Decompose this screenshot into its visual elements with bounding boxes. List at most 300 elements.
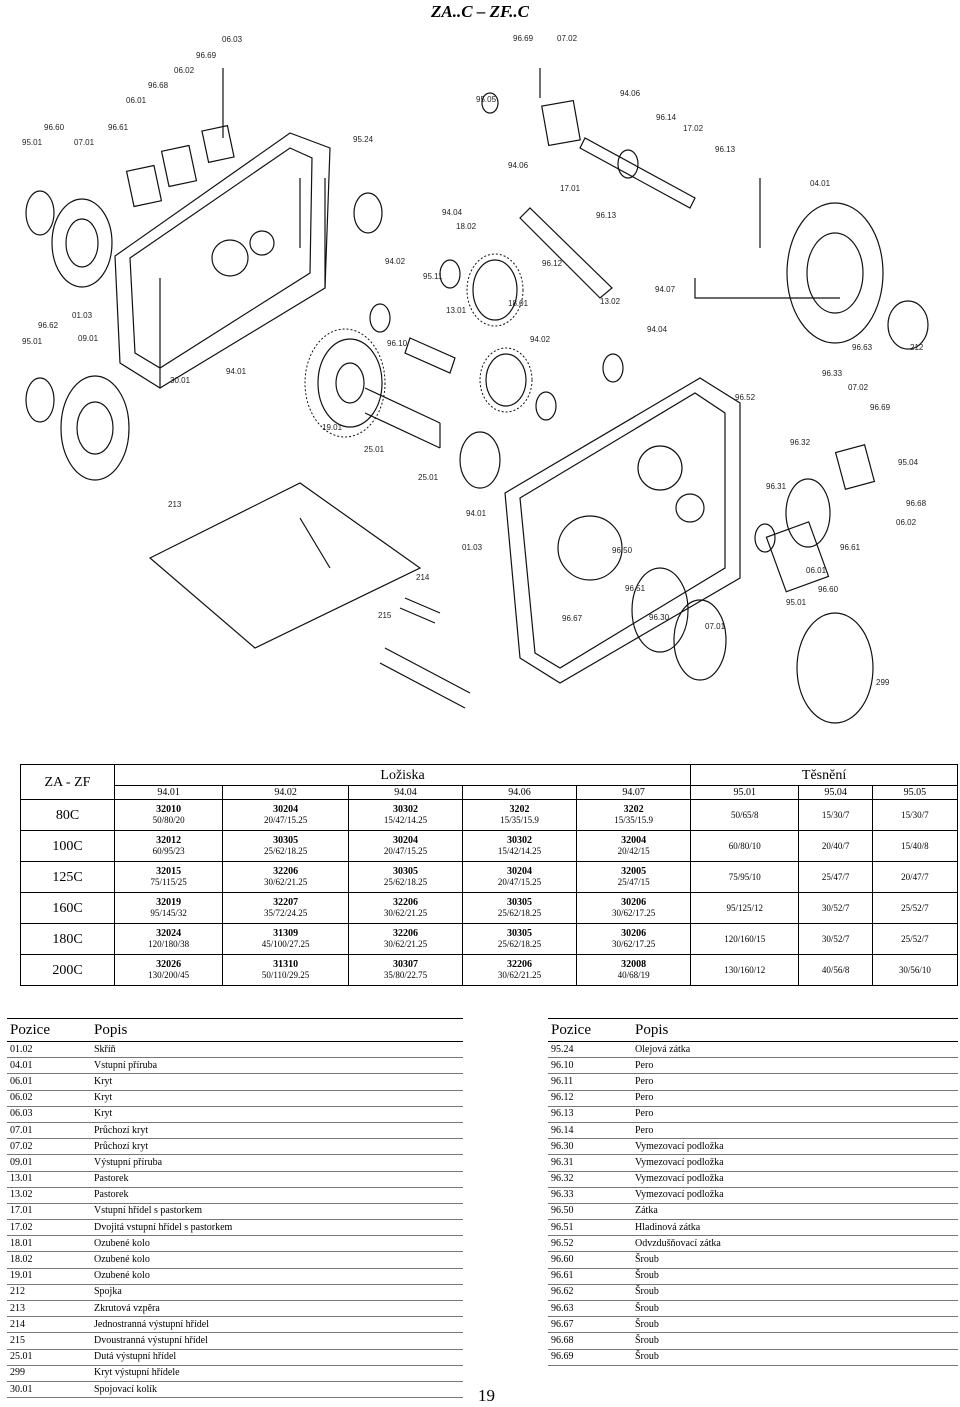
part-description: Pero <box>632 1074 958 1090</box>
model-cell: 80C <box>21 800 115 831</box>
bearing-cell <box>577 800 691 831</box>
part-row <box>7 1122 463 1138</box>
part-position: 96.11 <box>548 1074 632 1090</box>
part-description: Jednostranná výstupní hřídel <box>91 1317 463 1333</box>
bearing-code: 31309 <box>273 928 299 939</box>
bearing-dimensions: 75/115/25 <box>150 877 187 887</box>
bearing-code: 30206 <box>621 897 647 908</box>
part-row <box>7 1106 463 1122</box>
part-position: 13.02 <box>7 1187 91 1203</box>
part-row <box>548 1187 958 1203</box>
part-row <box>7 1187 463 1203</box>
part-row <box>548 1122 958 1138</box>
bearing-code: 32019 <box>156 897 182 908</box>
svg-text:212: 212 <box>910 343 924 352</box>
part-position: 213 <box>7 1301 91 1317</box>
bearing-dimensions: 20/47/15.25 <box>263 815 308 825</box>
svg-text:95.01: 95.01 <box>22 138 43 147</box>
svg-text:94.01: 94.01 <box>466 509 487 518</box>
part-row <box>548 1268 958 1284</box>
bearing-code: 32206 <box>507 959 533 970</box>
bearing-cell <box>462 924 576 955</box>
bearing-code: 31310 <box>273 959 299 970</box>
bearing-code: 30204 <box>392 835 418 846</box>
part-row <box>548 1058 958 1074</box>
svg-text:213: 213 <box>168 500 182 509</box>
bearing-dimensions: 40/68/19 <box>617 970 650 980</box>
part-description: Spojovací kolík <box>91 1381 463 1397</box>
svg-text:09.01: 09.01 <box>78 334 99 343</box>
part-description: Šroub <box>632 1268 958 1284</box>
part-description: Vymezovací podložka <box>632 1139 958 1155</box>
spec-row <box>21 924 958 955</box>
part-row <box>7 1203 463 1219</box>
seal-cell: 15/30/7 <box>872 800 957 831</box>
svg-text:07.01: 07.01 <box>74 138 95 147</box>
part-row <box>7 1317 463 1333</box>
bearing-code: 30302 <box>392 804 418 815</box>
svg-text:95.04: 95.04 <box>898 458 919 467</box>
bearing-cell <box>577 955 691 986</box>
part-position: 96.51 <box>548 1220 632 1236</box>
part-position: 06.01 <box>7 1074 91 1090</box>
bearing-dimensions: 50/110/29.25 <box>261 970 310 980</box>
bearing-code: 3202 <box>623 804 644 815</box>
part-position: 25.01 <box>7 1349 91 1365</box>
position-header: 94.04 <box>348 786 462 800</box>
part-row <box>548 1284 958 1300</box>
part-row <box>548 1252 958 1268</box>
bearing-dimensions: 25/47/15 <box>617 877 650 887</box>
part-position: 30.01 <box>7 1381 91 1397</box>
part-row <box>7 1042 463 1058</box>
position-header: 94.06 <box>462 786 576 800</box>
bearing-cell <box>223 924 349 955</box>
part-description: Kryt výstupní hřídele <box>91 1365 463 1381</box>
part-description: Kryt <box>91 1106 463 1122</box>
position-header: 94.01 <box>115 786 223 800</box>
part-position: 96.60 <box>548 1252 632 1268</box>
svg-text:95.05: 95.05 <box>476 95 497 104</box>
part-position: 13.01 <box>7 1171 91 1187</box>
part-position: 17.01 <box>7 1203 91 1219</box>
seal-cell: 130/160/12 <box>691 955 799 986</box>
bearing-dimensions: 35/80/22.75 <box>383 970 428 980</box>
bearing-cell <box>223 831 349 862</box>
spec-row <box>21 893 958 924</box>
svg-text:94.07: 94.07 <box>655 285 676 294</box>
bearing-code: 30305 <box>507 928 533 939</box>
seal-cell: 25/52/7 <box>872 924 957 955</box>
seal-cell: 30/52/7 <box>799 924 872 955</box>
svg-text:94.01: 94.01 <box>226 367 247 376</box>
part-position: 96.63 <box>548 1301 632 1317</box>
part-description: Pastorek <box>91 1187 463 1203</box>
svg-text:13.02: 13.02 <box>600 297 621 306</box>
svg-text:95.01: 95.01 <box>22 337 43 346</box>
spec-row <box>21 862 958 893</box>
bearing-code: 32206 <box>273 866 299 877</box>
bearing-cell <box>348 862 462 893</box>
position-header: 95.05 <box>872 786 957 800</box>
bearing-dimensions: 120/180/38 <box>148 939 190 949</box>
spec-row <box>21 831 958 862</box>
svg-text:19.01: 19.01 <box>322 423 343 432</box>
svg-text:94.02: 94.02 <box>385 257 406 266</box>
position-header: 94.07 <box>577 786 691 800</box>
bearing-cell <box>115 831 223 862</box>
part-description: Ozubené kolo <box>91 1268 463 1284</box>
position-header: 95.01 <box>691 786 799 800</box>
part-position: 96.14 <box>548 1122 632 1138</box>
bearing-seal-table <box>20 764 958 986</box>
svg-text:18.02: 18.02 <box>456 222 477 231</box>
svg-text:96.61: 96.61 <box>108 123 129 132</box>
part-description: Dvojitá vstupní hřídel s pastorkem <box>91 1220 463 1236</box>
seal-cell: 20/47/7 <box>872 862 957 893</box>
part-row <box>548 1171 958 1187</box>
svg-text:214: 214 <box>416 573 430 582</box>
bearing-code: 32008 <box>621 959 647 970</box>
bearing-code: 32005 <box>621 866 647 877</box>
part-row <box>548 1106 958 1122</box>
description-column-header: Popis <box>91 1019 463 1042</box>
part-position: 212 <box>7 1284 91 1300</box>
part-description: Kryt <box>91 1090 463 1106</box>
bearing-cell <box>348 955 462 986</box>
bearing-code: 30302 <box>507 835 533 846</box>
svg-text:01.03: 01.03 <box>72 311 93 320</box>
part-row <box>548 1349 958 1365</box>
part-description: Šroub <box>632 1333 958 1349</box>
part-position: 96.50 <box>548 1203 632 1219</box>
bearing-cell <box>462 893 576 924</box>
svg-text:25.01: 25.01 <box>364 445 385 454</box>
bearing-dimensions: 25/62/18.25 <box>497 908 542 918</box>
part-description: Odvzdušňovací zátka <box>632 1236 958 1252</box>
part-row <box>7 1284 463 1300</box>
svg-text:96.10: 96.10 <box>387 339 408 348</box>
corner-label: ZA - ZF <box>21 765 115 800</box>
bearing-dimensions: 20/42/15 <box>617 846 650 856</box>
part-position: 96.33 <box>548 1187 632 1203</box>
bearing-code: 32015 <box>156 866 182 877</box>
bearing-dimensions: 20/47/15.25 <box>383 846 428 856</box>
bearing-code: 32010 <box>156 804 182 815</box>
svg-text:96.60: 96.60 <box>818 585 839 594</box>
seal-cell: 25/52/7 <box>872 893 957 924</box>
svg-text:06.03: 06.03 <box>222 35 243 44</box>
bearing-cell <box>348 800 462 831</box>
seal-cell: 40/56/8 <box>799 955 872 986</box>
part-position: 09.01 <box>7 1155 91 1171</box>
model-cell: 100C <box>21 831 115 862</box>
part-row <box>548 1074 958 1090</box>
part-row <box>7 1090 463 1106</box>
part-description: Kryt <box>91 1074 463 1090</box>
svg-text:96.52: 96.52 <box>735 393 756 402</box>
svg-text:94.06: 94.06 <box>508 161 529 170</box>
svg-text:96.31: 96.31 <box>766 482 787 491</box>
part-row <box>7 1381 463 1397</box>
seal-cell: 60/80/10 <box>691 831 799 862</box>
seal-cell: 30/52/7 <box>799 893 872 924</box>
part-description: Ozubené kolo <box>91 1236 463 1252</box>
bearing-cell <box>577 831 691 862</box>
svg-text:07.02: 07.02 <box>848 383 869 392</box>
svg-text:06.02: 06.02 <box>896 518 917 527</box>
part-position: 215 <box>7 1333 91 1349</box>
bearing-dimensions: 130/200/45 <box>148 970 190 980</box>
seals-group-header: Těsnění <box>691 765 958 786</box>
svg-text:94.04: 94.04 <box>647 325 668 334</box>
svg-text:07.02: 07.02 <box>557 34 578 43</box>
bearing-cell <box>115 955 223 986</box>
svg-text:96.68: 96.68 <box>148 81 169 90</box>
spec-row <box>21 800 958 831</box>
bearing-code: 3202 <box>509 804 530 815</box>
part-position: 04.01 <box>7 1058 91 1074</box>
svg-text:25.01: 25.01 <box>418 473 439 482</box>
seal-cell: 120/160/15 <box>691 924 799 955</box>
bearing-code: 32004 <box>621 835 647 846</box>
part-position: 01.02 <box>7 1042 91 1058</box>
part-description: Šroub <box>632 1252 958 1268</box>
part-description: Vymezovací podložka <box>632 1187 958 1203</box>
bearings-group-header: Ložiska <box>115 765 691 786</box>
part-description: Šroub <box>632 1301 958 1317</box>
part-description: Pero <box>632 1106 958 1122</box>
svg-text:96.60: 96.60 <box>44 123 65 132</box>
exploded-gearbox-drawing <box>0 28 960 748</box>
bearing-dimensions: 60/95/23 <box>152 846 185 856</box>
part-description: Průchozí kryt <box>91 1139 463 1155</box>
bearing-code: 32024 <box>156 928 182 939</box>
bearing-code: 32207 <box>273 897 299 908</box>
part-position: 96.69 <box>548 1349 632 1365</box>
svg-text:96.63: 96.63 <box>852 343 873 352</box>
part-row <box>7 1252 463 1268</box>
part-position: 06.03 <box>7 1106 91 1122</box>
bearing-cell <box>348 831 462 862</box>
part-position: 96.31 <box>548 1155 632 1171</box>
part-position: 96.68 <box>548 1333 632 1349</box>
svg-text:18.01: 18.01 <box>508 299 529 308</box>
bearing-cell <box>348 893 462 924</box>
spec-row <box>21 955 958 986</box>
svg-text:96.62: 96.62 <box>38 321 59 330</box>
position-header-row <box>21 786 958 800</box>
part-description: Průchozí kryt <box>91 1122 463 1138</box>
bearing-cell <box>577 862 691 893</box>
model-cell: 125C <box>21 862 115 893</box>
bearing-cell <box>115 924 223 955</box>
bearing-dimensions: 30/62/17.25 <box>611 908 656 918</box>
part-description: Vstupní hřídel s pastorkem <box>91 1203 463 1219</box>
svg-text:01.03: 01.03 <box>462 543 483 552</box>
svg-text:96.12: 96.12 <box>542 259 563 268</box>
part-row <box>548 1220 958 1236</box>
svg-text:94.06: 94.06 <box>620 89 641 98</box>
part-row <box>548 1042 958 1058</box>
bearing-code: 30305 <box>392 866 418 877</box>
seal-cell: 20/40/7 <box>799 831 872 862</box>
bearing-dimensions: 15/42/14.25 <box>497 846 542 856</box>
part-description: Pero <box>632 1122 958 1138</box>
svg-text:17.01: 17.01 <box>560 184 581 193</box>
part-position: 96.10 <box>548 1058 632 1074</box>
part-row <box>548 1333 958 1349</box>
svg-text:96.13: 96.13 <box>715 145 736 154</box>
svg-text:94.04: 94.04 <box>442 208 463 217</box>
part-description: Výstupní příruba <box>91 1155 463 1171</box>
part-description: Pastorek <box>91 1171 463 1187</box>
bearing-cell <box>462 862 576 893</box>
bearing-cell <box>577 924 691 955</box>
part-description: Šroub <box>632 1349 958 1365</box>
part-description: Zkrutová vzpěra <box>91 1301 463 1317</box>
part-row <box>7 1268 463 1284</box>
bearing-cell <box>462 800 576 831</box>
part-row <box>7 1139 463 1155</box>
part-description: Hladinová zátka <box>632 1220 958 1236</box>
part-position: 95.24 <box>548 1042 632 1058</box>
part-row <box>548 1301 958 1317</box>
part-row <box>7 1349 463 1365</box>
part-row <box>7 1155 463 1171</box>
part-position: 96.30 <box>548 1139 632 1155</box>
bearing-dimensions: 25/62/18.25 <box>263 846 308 856</box>
part-description: Pero <box>632 1058 958 1074</box>
part-description: Vymezovací podložka <box>632 1171 958 1187</box>
bearing-dimensions: 30/62/21.25 <box>497 970 542 980</box>
part-description: Olejová zátka <box>632 1042 958 1058</box>
bearing-code: 32012 <box>156 835 182 846</box>
bearing-dimensions: 95/145/32 <box>150 908 187 918</box>
bearing-dimensions: 30/62/21.25 <box>383 939 428 949</box>
bearing-dimensions: 15/42/14.25 <box>383 815 428 825</box>
svg-text:96.69: 96.69 <box>196 51 217 60</box>
part-row <box>548 1317 958 1333</box>
part-position: 07.01 <box>7 1122 91 1138</box>
svg-text:96.68: 96.68 <box>906 499 927 508</box>
svg-text:94.02: 94.02 <box>530 335 551 344</box>
bearing-code: 32206 <box>392 897 418 908</box>
bearing-cell <box>223 955 349 986</box>
bearing-dimensions: 25/62/18.25 <box>497 939 542 949</box>
part-position: 96.67 <box>548 1317 632 1333</box>
bearing-dimensions: 30/62/17.25 <box>611 939 656 949</box>
part-position: 96.61 <box>548 1268 632 1284</box>
part-position: 96.12 <box>548 1090 632 1106</box>
part-description: Vymezovací podložka <box>632 1155 958 1171</box>
model-cell: 180C <box>21 924 115 955</box>
seal-cell: 15/40/8 <box>872 831 957 862</box>
part-row <box>548 1090 958 1106</box>
bearing-cell <box>462 955 576 986</box>
bearing-dimensions: 15/35/15.9 <box>614 815 653 825</box>
part-position: 96.62 <box>548 1284 632 1300</box>
svg-text:04.01: 04.01 <box>810 179 831 188</box>
bearing-dimensions: 20/47/15.25 <box>497 877 542 887</box>
seal-cell: 50/65/8 <box>691 800 799 831</box>
svg-text:96.69: 96.69 <box>513 34 534 43</box>
bearing-cell <box>115 862 223 893</box>
part-position: 96.52 <box>548 1236 632 1252</box>
part-row <box>7 1171 463 1187</box>
bearing-dimensions: 45/100/27.25 <box>261 939 310 949</box>
svg-text:06.01: 06.01 <box>126 96 147 105</box>
part-row <box>7 1301 463 1317</box>
svg-text:96.32: 96.32 <box>790 438 811 447</box>
bearing-cell <box>462 831 576 862</box>
svg-text:17.02: 17.02 <box>683 124 704 133</box>
seal-cell: 75/95/10 <box>691 862 799 893</box>
part-description: Šroub <box>632 1317 958 1333</box>
svg-text:06.02: 06.02 <box>174 66 195 75</box>
part-row <box>7 1058 463 1074</box>
bearing-cell <box>577 893 691 924</box>
part-position: 299 <box>7 1365 91 1381</box>
model-cell: 160C <box>21 893 115 924</box>
part-description: Šroub <box>632 1284 958 1300</box>
part-row <box>7 1333 463 1349</box>
svg-text:96.14: 96.14 <box>656 113 677 122</box>
part-row <box>548 1155 958 1171</box>
part-position: 18.02 <box>7 1252 91 1268</box>
part-description: Dvoustranná výstupní hřídel <box>91 1333 463 1349</box>
part-position: 17.02 <box>7 1220 91 1236</box>
part-description: Pero <box>632 1090 958 1106</box>
bearing-code: 30206 <box>621 928 647 939</box>
svg-text:96.33: 96.33 <box>822 369 843 378</box>
svg-text:96.51: 96.51 <box>625 584 646 593</box>
part-position: 96.13 <box>548 1106 632 1122</box>
bearing-code: 32206 <box>392 928 418 939</box>
bearing-code: 30204 <box>273 804 299 815</box>
bearing-dimensions: 35/72/24.25 <box>263 908 308 918</box>
part-position: 19.01 <box>7 1268 91 1284</box>
svg-text:96.30: 96.30 <box>649 613 670 622</box>
bearing-dimensions: 15/35/15.9 <box>500 815 539 825</box>
bearing-dimensions: 50/80/20 <box>152 815 185 825</box>
part-row <box>7 1236 463 1252</box>
bearing-cell <box>348 924 462 955</box>
parts-list-right <box>548 1018 958 1366</box>
part-description: Ozubené kolo <box>91 1252 463 1268</box>
position-column-header: Pozice <box>548 1019 632 1042</box>
part-position: 96.32 <box>548 1171 632 1187</box>
bearing-code: 30307 <box>392 959 418 970</box>
svg-text:299: 299 <box>876 678 890 687</box>
svg-text:96.67: 96.67 <box>562 614 583 623</box>
seal-cell: 30/56/10 <box>872 955 957 986</box>
part-position: 214 <box>7 1317 91 1333</box>
seal-cell: 25/47/7 <box>799 862 872 893</box>
part-description: Spojka <box>91 1284 463 1300</box>
bearing-dimensions: 25/62/18.25 <box>383 877 428 887</box>
bearing-code: 30305 <box>273 835 299 846</box>
part-position: 07.02 <box>7 1139 91 1155</box>
bearing-dimensions: 30/62/21.25 <box>263 877 308 887</box>
bearing-code: 32026 <box>156 959 182 970</box>
svg-text:30.01: 30.01 <box>170 376 191 385</box>
seal-cell: 95/125/12 <box>691 893 799 924</box>
part-position: 18.01 <box>7 1236 91 1252</box>
svg-text:07.01: 07.01 <box>705 622 726 631</box>
description-column-header: Popis <box>632 1019 958 1042</box>
bearing-cell <box>115 893 223 924</box>
